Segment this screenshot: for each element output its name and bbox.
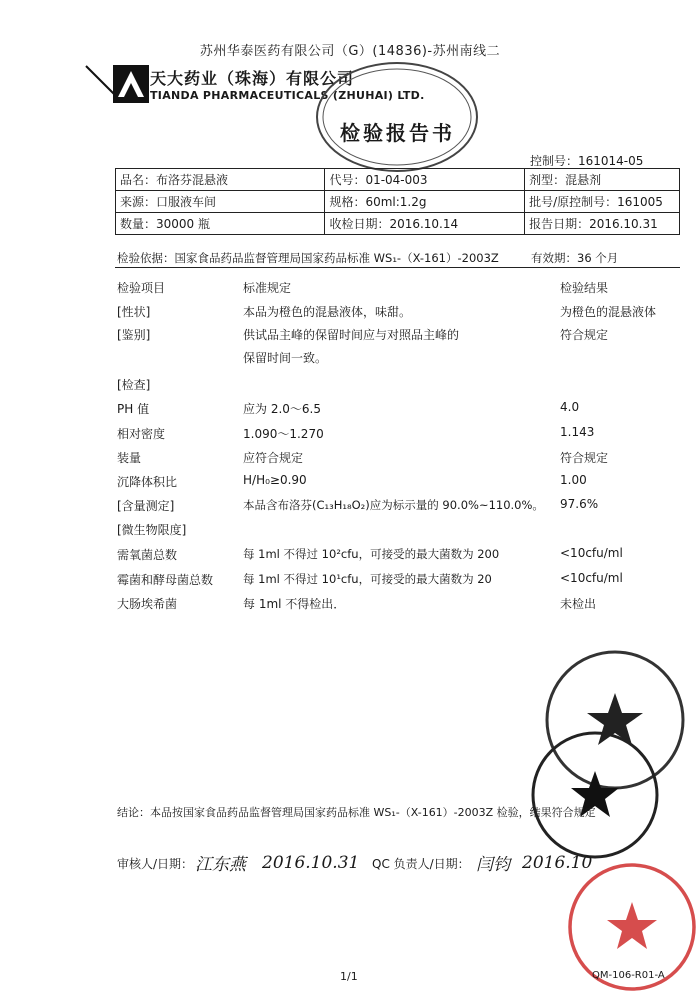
result-fill-volume: 符合规定 (560, 451, 609, 465)
company-name-cn: 天大药业（珠海）有限公司 (150, 69, 355, 88)
pen-stroke (82, 62, 122, 102)
standard-sedimentation: H/H₀≥0.90 (243, 473, 307, 487)
reviewer-date: 2016.10.31 (262, 853, 360, 873)
control-number: 控制号：161014-05 (530, 154, 644, 168)
table-row (116, 213, 680, 235)
form-code: QM-106-R01-A (592, 970, 665, 981)
item-ecoli: 大肠埃希菌 (117, 597, 178, 611)
reviewer-label: 审核人/日期： (117, 857, 194, 871)
company-round-stamp (525, 725, 665, 865)
report-date-cell: 报告日期：2016.10.31 (525, 213, 680, 235)
result-assay: 97.6% (560, 497, 599, 511)
item-assay: [含量测定] (117, 499, 175, 513)
source-cell: 来源：口服液车间 (116, 191, 325, 213)
standard-appearance: 本品为橙色的混悬液体，味甜。 (243, 305, 412, 319)
qc-label: QC 负责人/日期： (372, 857, 470, 871)
standard-aerobic: 每 1ml 不得过 10²cfu，可接受的最大菌数为 200 (243, 547, 500, 561)
item-yeast-mold: 霉菌和酵母菌总数 (117, 573, 214, 587)
result-ph: 4.0 (560, 400, 580, 414)
conclusion: 结论：本品按国家食品药品监督管理局国家药品标准 WS₁-（X-161）-2003Z 检验，结果符合规定 (117, 806, 596, 819)
item-identification: [鉴别] (117, 328, 151, 342)
standard-ecoli: 每 1ml 不得检出． (243, 597, 346, 611)
spec-cell: 规格：60ml:1.2g (325, 191, 525, 213)
company-name-en: TIANDA PHARMACEUTICALS (ZHUHAI) LTD. (150, 89, 425, 102)
result-appearance: 为橙色的混悬液体 (560, 305, 657, 319)
standard-density: 1.090～1.270 (243, 427, 324, 441)
col-header-result: 检验结果 (560, 281, 609, 295)
qc-date: 2016.10 (522, 853, 593, 873)
standard-identification-cont: 保留时间一致。 (243, 351, 328, 365)
col-header-item: 检验项目 (117, 281, 166, 295)
product-info-table (115, 168, 680, 235)
divider (115, 267, 680, 268)
standard-assay: 本品含布洛芬(C₁₃H₁₈O₂)应为标示量的 90.0%~110.0%。 (243, 498, 544, 512)
product-code-cell: 代号：01-04-003 (325, 169, 525, 191)
result-sedimentation: 1.00 (560, 473, 587, 487)
quantity-cell: 数量：30000 瓶 (116, 213, 325, 235)
report-title: 检验报告书 (340, 121, 455, 145)
dept-inspection-stamp (312, 58, 482, 176)
reviewer-signature: 江东燕 (195, 855, 246, 875)
item-tests-heading: [检查] (117, 378, 151, 392)
result-yeast-mold: <10cfu/ml (560, 571, 623, 585)
batch-cell: 批号/原控制号：161005 (525, 191, 680, 213)
standard-yeast-mold: 每 1ml 不得过 10¹cfu，可接受的最大菌数为 20 (243, 572, 492, 586)
item-aerobic: 需氧菌总数 (117, 548, 178, 562)
fax-header: 苏州华泰医药有限公司（G）(14836)-苏州南线二 (199, 44, 501, 59)
dosage-form-cell: 剂型：混悬剂 (525, 169, 680, 191)
validity-period: 有效期：36 个月 (531, 251, 619, 265)
col-header-standard: 标准规定 (243, 281, 292, 295)
item-density: 相对密度 (117, 427, 166, 441)
receive-date-cell: 收检日期：2016.10.14 (325, 213, 525, 235)
result-aerobic: <10cfu/ml (560, 546, 623, 560)
standard-ph: 应为 2.0～6.5 (243, 402, 321, 416)
result-density: 1.143 (560, 425, 595, 439)
item-fill-volume: 装量 (117, 451, 142, 465)
product-name-cell: 品名：布洛芬混悬液 (116, 169, 325, 191)
page-number: 1/1 (340, 970, 358, 983)
item-appearance: [性状] (117, 305, 151, 319)
item-ph: PH 值 (117, 402, 150, 416)
result-identification: 符合规定 (560, 328, 609, 342)
table-row (116, 169, 680, 191)
item-sedimentation: 沉降体积比 (117, 475, 178, 489)
inspection-basis: 检验依据：国家食品药品监督管理局国家药品标准 WS₁-（X-161）-2003Z (117, 251, 499, 265)
item-microbial-heading: [微生物限度] (117, 523, 187, 537)
result-ecoli: 未检出 (560, 597, 597, 611)
standard-fill-volume: 应符合规定 (243, 451, 304, 465)
standard-identification: 供试品主峰的保留时间应与对照品主峰的 (243, 328, 460, 342)
qc-signature: 闫钧 (476, 855, 510, 875)
table-row (116, 191, 680, 213)
